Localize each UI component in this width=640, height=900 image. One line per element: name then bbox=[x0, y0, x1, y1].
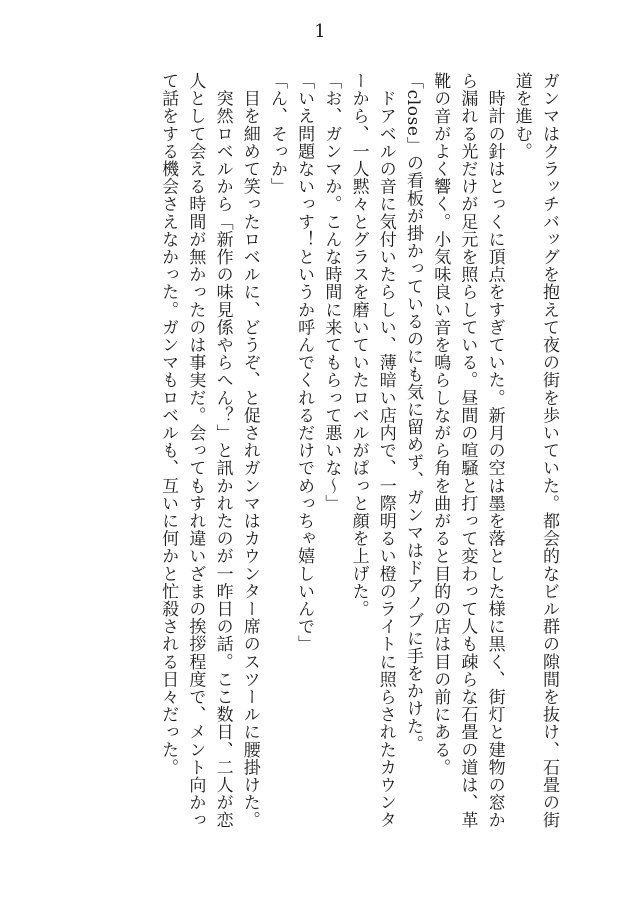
page-number: 1 bbox=[314, 21, 326, 42]
paragraph-5: 突然ロベルから「新作の味見係やらへん？」と訊かれたのが一昨日の話。ここ数日、二人が恋人として会える時間が無かったのは事実だ。会ってもすれ違いざまの挨拶程度で、メント向かって話をする機会さえなかった。ガンマもロベルも、互いに何かと忙殺される日々だった。 bbox=[158, 72, 233, 829]
dialogue-3: 「ん、そっか」 bbox=[266, 72, 287, 196]
paragraph-3: ドアベルの音に気付いたらしい、薄暗い店内で、一際明るい橙のライトに照らされたカウンターから、一人黙々とグラスを磨いていたロベルがぱっと顔を上げた。 bbox=[348, 72, 396, 829]
paragraph-4: 目を細めて笑ったロベルに、どうぞ、と促されガンマはカウンター席のスツールに腰掛けた。 bbox=[239, 72, 260, 829]
vertical-text-body bbox=[72, 72, 562, 832]
dialogue-2: 「いえ問題ないっす！というか呼んでくれるだけでめっちゃ嬉しいんで」 bbox=[294, 72, 315, 653]
paragraph-1: ガンマはクラッチバッグを抱えて夜の街を歩いていた。都会的なビル群の隙間を抜け、石畳の街道を進む。 bbox=[511, 72, 559, 829]
dialogue-1: 「お、ガンマか。こんな時間に来てもらって悪いな～」 bbox=[321, 72, 342, 512]
paragraph-2: 時計の針はとっくに頂点をすぎていた。新月の空は墨を落とした様に黒く、街灯と建物の窓から漏れる光だけが足元を照らしている。昼間の喧騒と打って変わって人も疎らな石畳の道は、革靴の音がよく響く。小気味良い音を鳴らしながら角を曲がると目的の店は目の前にある。「close」の看板が掛かっているのにも気に留めず、ガンマはドアノブに手をかけた。 bbox=[402, 72, 505, 829]
